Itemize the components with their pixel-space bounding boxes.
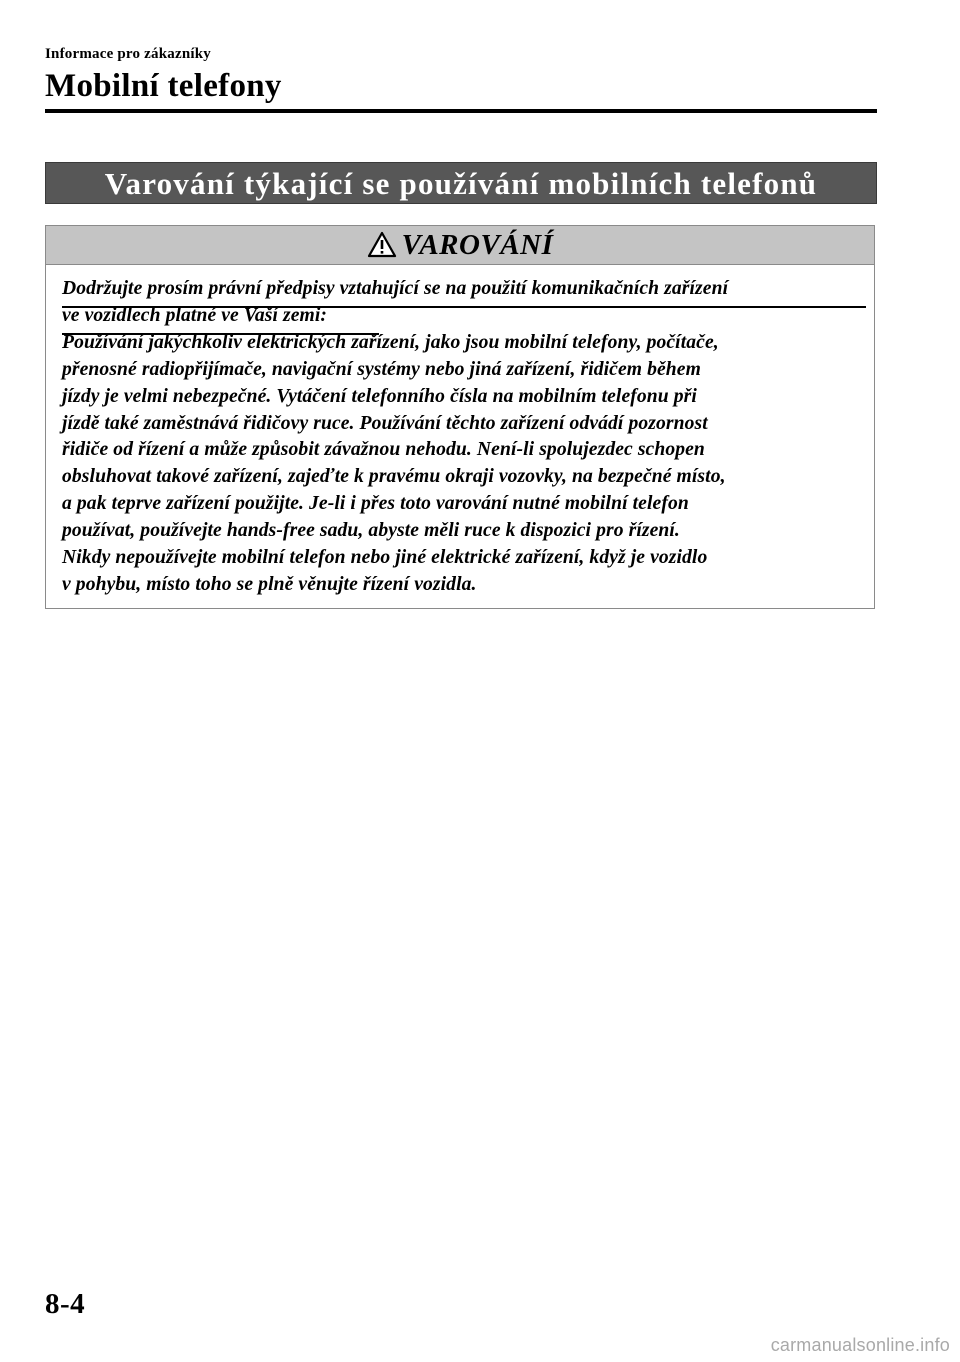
watermark: carmanualsonline.info xyxy=(770,1335,950,1355)
section-banner: Varování týkající se používání mobilních telefonů xyxy=(45,162,877,204)
warning-line: obsluhovat takové zařízení, zajeďte k pravému okraji vozovky, na bezpečné místo, xyxy=(62,466,726,488)
warning-header xyxy=(46,226,874,265)
warning-line: v pohybu, místo toho se plně věnujte řízení vozidla. xyxy=(62,573,477,595)
warning-line: řidiče od řízení a může způsobit závažnou nehodu. Není-li spolujezdec schopen xyxy=(62,439,705,461)
section-label: Informace pro zákazníky xyxy=(45,46,211,62)
warning-triangle-icon xyxy=(367,231,397,258)
warning-line: Používání jakýchkoliv elektrických zařízení, jako jsou mobilní telefony, počítače, xyxy=(62,331,719,353)
warning-line: přenosné radiopřijímače, navigační systémy nebo jiná zařízení, řidičem během xyxy=(62,358,701,380)
page-title: Mobilní telefony xyxy=(45,68,282,104)
warning-line: a pak teprve zařízení použijte. Je-li i přes toto varování nutné mobilní telefon xyxy=(62,493,689,515)
warning-line: Dodržujte prosím právní předpisy vztahující se na použití komunikačních zařízení xyxy=(62,278,729,299)
warning-line: ve vozidlech platné ve Vaší zemi: xyxy=(62,304,328,326)
warning-line: Nikdy nepoužívejte mobilní telefon nebo jiné elektrické zařízení, když je vozidlo xyxy=(62,547,708,569)
warning-line: používat, používejte hands-free sadu, abyste měli ruce k dispozici pro řízení. xyxy=(62,520,680,542)
warning-line: jízdě také zaměstnává řidičovy ruce. Používání těchto zařízení odvádí pozornost xyxy=(62,412,708,434)
header-divider xyxy=(45,109,877,113)
page-number: 8-4 xyxy=(45,1288,86,1320)
warning-box xyxy=(45,225,875,609)
warning-line: jízdy je velmi nebezpečné. Vytáčení telefonního čísla na mobilním telefonu při xyxy=(62,385,697,407)
warning-title: VAROVÁNÍ xyxy=(401,229,554,261)
warning-text xyxy=(62,276,872,599)
